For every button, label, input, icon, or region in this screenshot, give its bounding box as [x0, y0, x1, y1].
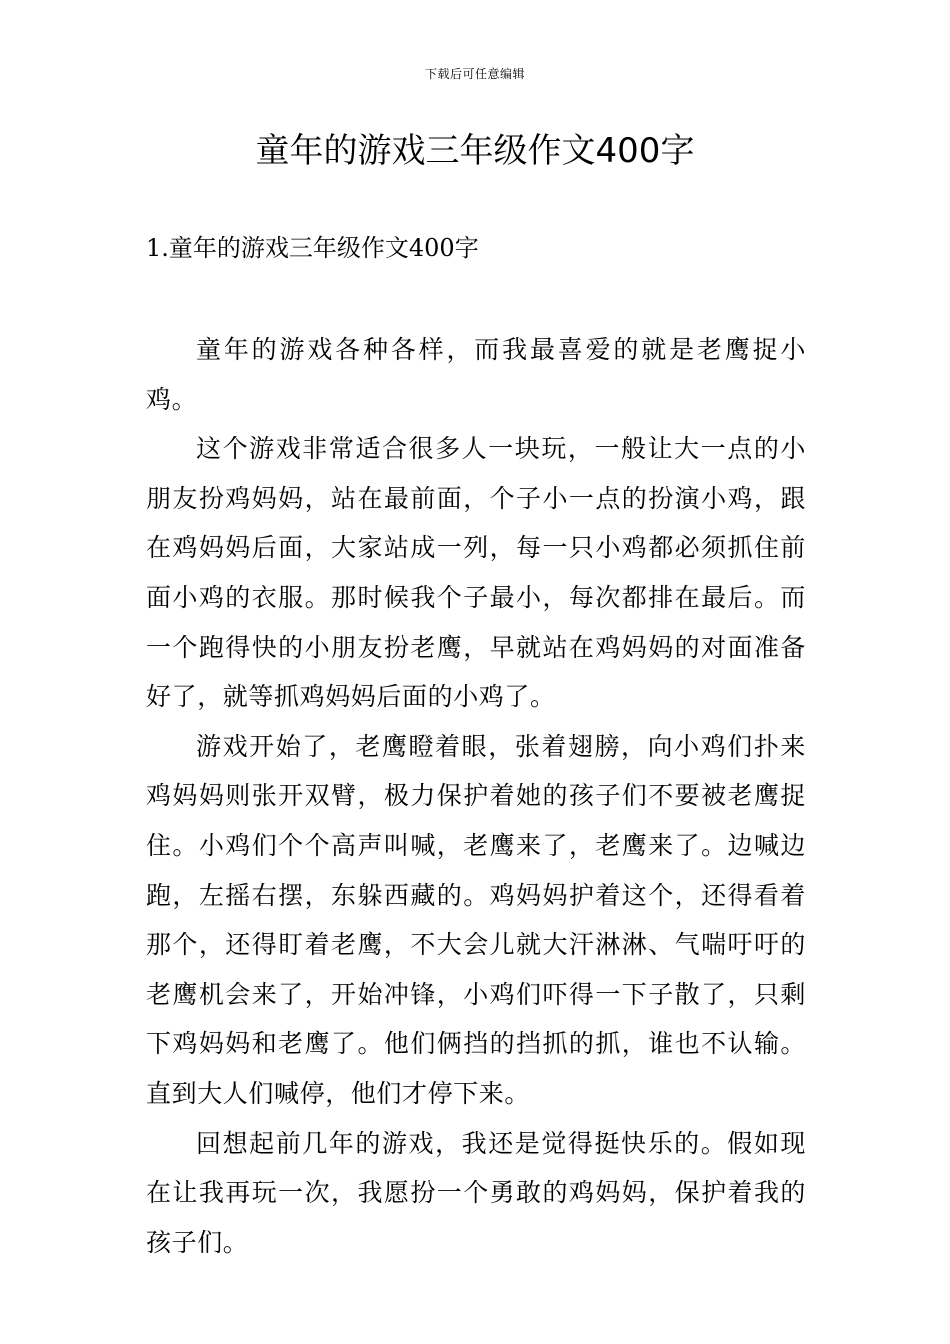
- paragraph: 游戏开始了，老鹰瞪着眼，张着翅膀，向小鸡们扑来鸡妈妈则张开双臂，极力保护着她的孩子们不要被老鹰捉住。小鸡们个个高声叫喊，老鹰来了，老鹰来了。边喊边跑，左摇右摆，东躲西藏的。鸡妈妈护着这个，还得看着那个，还得盯着老鹰，不大会儿就大汗淋淋、气喘吁吁的老鹰机会来了，开始冲锋，小鸡们吓得一下子散了，只剩下鸡妈妈和老鹰了。他们俩挡的挡抓的抓，谁也不认输。直到大人们喊停，他们才停下来。: [146, 731, 806, 1108]
- header-note: 下载后可任意编辑: [424, 67, 525, 81]
- document-title: 童年的游戏三年级作文400字: [255, 131, 695, 171]
- essay-body: [146, 325, 806, 1267]
- paragraph: 回想起前几年的游戏，我还是觉得挺快乐的。假如现在让我再玩一次，我愿扮一个勇敢的鸡妈妈，保护着我的孩子们。: [146, 1128, 806, 1257]
- section-heading: 1.童年的游戏三年级作文400字: [146, 234, 479, 262]
- paragraph: 这个游戏非常适合很多人一块玩，一般让大一点的小朋友扮鸡妈妈，站在最前面，个子小一点的扮演小鸡，跟在鸡妈妈后面，大家站成一列，每一只小鸡都必须抓住前面小鸡的衣服。那时候我个子最小，每次都排在最后。而一个跑得快的小朋友扮老鹰，早就站在鸡妈妈的对面准备好了，就等抓鸡妈妈后面的小鸡了。: [146, 434, 806, 712]
- paragraph: 童年的游戏各种各样，而我最喜爱的就是老鹰捉小鸡。: [146, 335, 806, 414]
